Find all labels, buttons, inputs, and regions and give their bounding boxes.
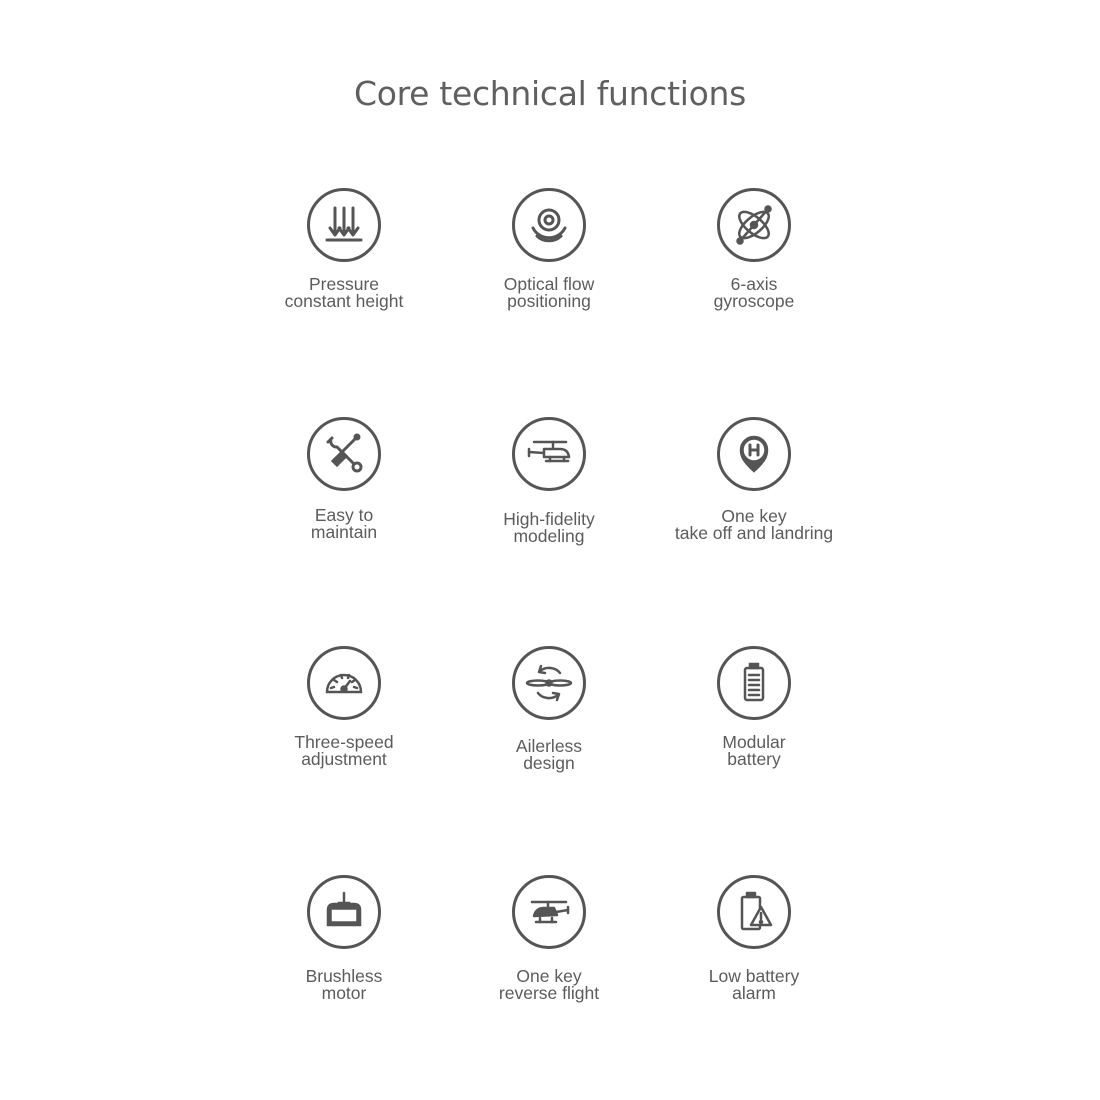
page-title: Core technical functions [353, 74, 747, 113]
helipad-pin-icon [717, 417, 791, 491]
feature-label: 6-axis gyroscope [713, 274, 795, 311]
speedometer-icon [307, 646, 381, 720]
helicopter-icon [512, 417, 586, 491]
optical-flow-icon [512, 188, 586, 262]
feature-label: Pressure constant height [284, 274, 404, 311]
feature-label: One key reverse flight [498, 966, 600, 1003]
feature-label: High-fidelity modeling [503, 509, 595, 546]
feature-label: Ailerless design [515, 736, 583, 773]
gyroscope-icon [717, 188, 791, 262]
battery-icon [717, 646, 791, 720]
low-battery-alarm-icon [717, 875, 791, 949]
pressure-arrows-icon [307, 188, 381, 262]
reverse-helicopter-icon [512, 875, 586, 949]
rotor-rotation-icon [512, 646, 586, 720]
feature-label: Easy to maintain [310, 505, 378, 542]
feature-label: Brushless motor [305, 966, 383, 1003]
feature-label: One key take off and landring [674, 506, 834, 543]
feature-label: Three-speed adjustment [294, 732, 394, 769]
feature-label: Optical flow positioning [503, 274, 595, 311]
feature-label: Low battery alarm [708, 966, 800, 1003]
motor-icon [307, 875, 381, 949]
feature-label: Modular battery [722, 732, 786, 769]
wrench-screwdriver-icon [307, 417, 381, 491]
